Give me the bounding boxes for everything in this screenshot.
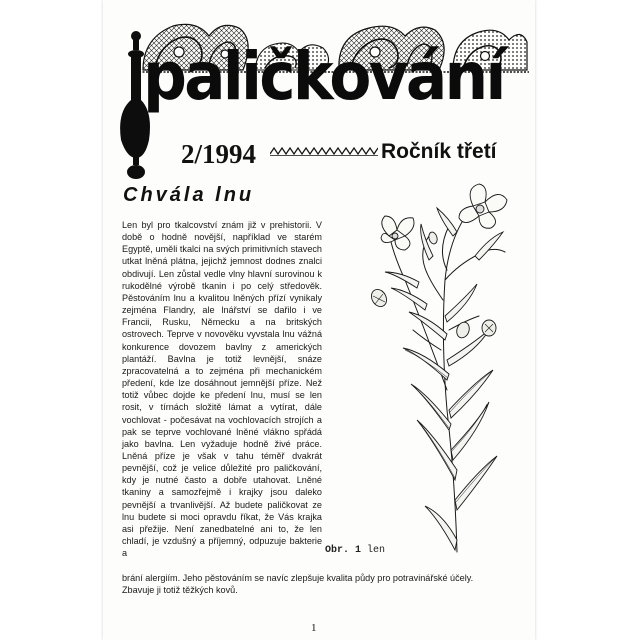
figure-caption-text: len [367, 545, 386, 556]
article-paragraph: Len byl pro tkalcovství znám již v prehistorii. V době o hodně novější, například ve starém Egyptě, uměli tkalci na svých primitivních stavech utkat lněná plátna, jejichž jemnost dodnes znalci obdivují. Len zůstal vedle vlny hlavní surovinou k rukodělné výrobě tkanin i po celý středověk. Pěstováním lnu a kvalitou lněných přízí vynikaly zejména Flandry, ale lnářství se dařilo i ve Francii, Rusku, Německu a na britských ostrovech. Teprve v novověku vyvstala lnu vážná konkurence dovozem bavlny z amerických plantáží. Bavlna je totiž levnější, snáze zpracovatelná a to zejména při mechanickém předení, kde lze dosáhnout jemnější příze. Než totiž vůbec dojde ke předení lnu, musí se len rosit, v tírnách složitě lámat a vytírat, dále vochlovat - počesávat na vochlovacích strojích a pak se teprve vochlované lněné vlákno spřádá jako bavlna. Len vyžaduje hodně živé práce. Lněná příze je však v tahu téměř dvakrát pevnější, což je velice důležité pro paličkování, kdy je nutné často a dobře utahovat. Lněné tkaniny a samozřejmě i krajky jsou daleko pevnější a trvanlivější. Až budete paličkovat ze lnu budete si moci opravdu říkat, že Vás krajka asi přežije. Není zanedbatelné ani to, že len chladí, je vzdušný a příjemný, odpuzuje bakterie a [122, 220, 322, 559]
masthead [103, 0, 535, 175]
figure-caption [325, 545, 385, 556]
figure-caption-label: Obr. 1 [325, 545, 362, 556]
page-number: 1 [311, 622, 317, 634]
article-title: Chvála lnu [123, 184, 255, 206]
article-body [122, 219, 322, 559]
issue-number: 2/1994 [181, 139, 257, 169]
decorative-zigzag-rule [270, 146, 378, 156]
article-closing-line-2: Zbavuje ji totiž těžkých kovů. [122, 585, 238, 596]
magazine-page [103, 0, 535, 640]
volume-label: Ročník třetí [381, 140, 497, 163]
article-closing-lines [122, 572, 522, 596]
article-closing-line-1: brání alergiím. Jeho pěstováním se navíc zlepšuje kvalita půdy pro potravinářské účely. [122, 573, 474, 583]
flax-plant-illustration [329, 180, 509, 555]
journal-title: paličkování [143, 38, 504, 115]
